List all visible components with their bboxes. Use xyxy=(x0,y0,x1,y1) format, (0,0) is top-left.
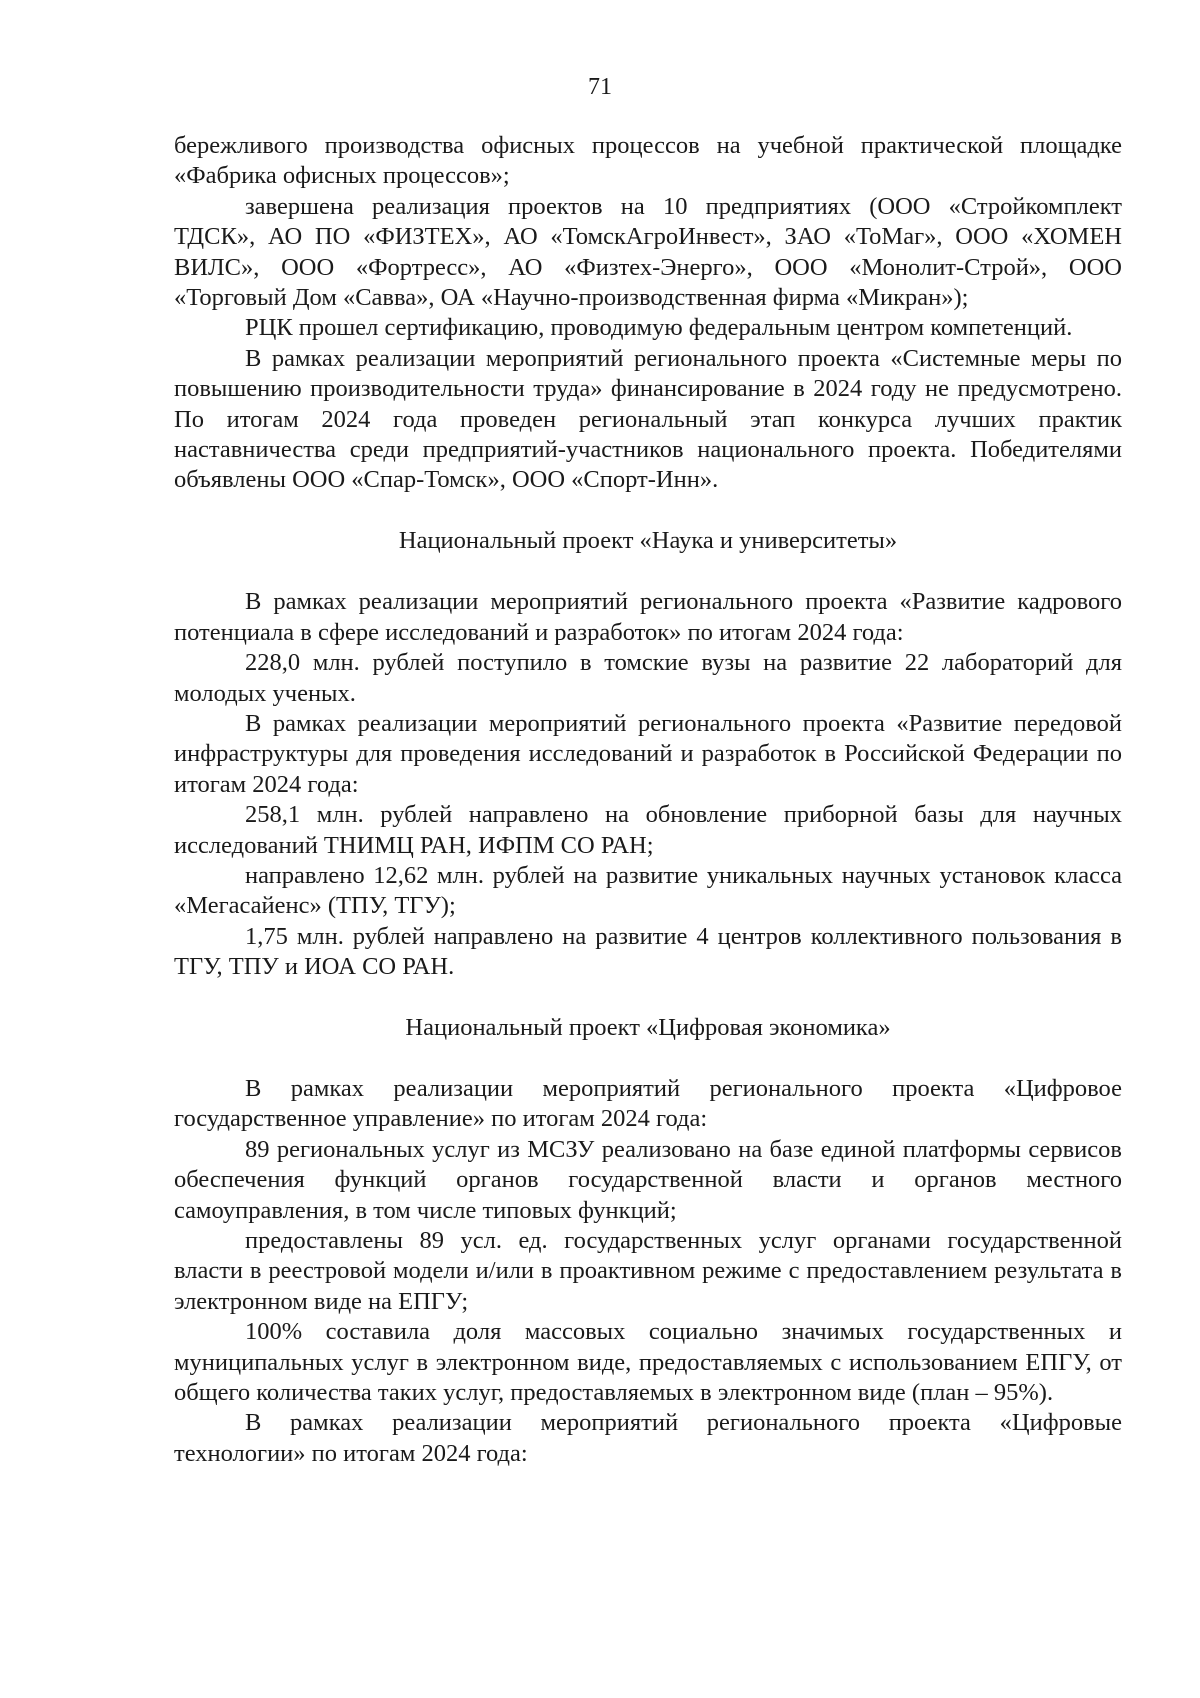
paragraph-completed-projects: завершена реализация проектов на 10 предприятиях (ООО «Стройкомплект ТДСК», АО ПО «ФИЗТЕХ», АО «ТомскАгроИнвест», ЗАО «ТоМаг», ООО «ХОМЕН ВИЛС», ООО «Фортресс», АО «Физтех-Энерго», ООО «Монолит-Строй», ООО «Торговый Дом «Савва», ОА «Научно-производственная фирма «Микран»); xyxy=(174,192,1122,312)
paragraph-regional-services: 89 региональных услуг из МСЗУ реализовано на базе единой платформы сервисов обеспечения функций органов государственной власти и органов местного самоуправления, в том числе типовых функций; xyxy=(174,1135,1122,1224)
paragraph-productivity-measures: В рамках реализации мероприятий регионального проекта «Системные меры по повышению производительности труда» финансирование в 2024 году не предусмотрено. По итогам 2024 года проведен региональный этап конкурса лучших практик наставничества среди предприятий-участников национального проекта. Победителями объявлены ООО «Спар-Томск», ООО «Спорт-Инн». xyxy=(174,344,1122,494)
paragraph-advanced-infrastructure: В рамках реализации мероприятий регионального проекта «Развитие передовой инфраструктуры для проведения исследований и разработок в Российской Федерации по итогам 2024 года: xyxy=(174,709,1122,798)
paragraph-digital-governance: В рамках реализации мероприятий регионального проекта «Цифровое государственное управление» по итогам 2024 года: xyxy=(174,1074,1122,1133)
paragraph-rck-certification: РЦК прошел сертификацию, проводимую федеральным центром компетенций. xyxy=(245,314,1073,342)
paragraph-state-services: предоставлены 89 усл. ед. государственных услуг органами государственной власти в реестровой модели и/или в проактивном режиме с предоставлением результата в электронном виде на ЕПГУ; xyxy=(174,1227,1122,1315)
page-number: 71 xyxy=(588,74,612,100)
section-heading-digital-economy: Национальный проект «Цифровая экономика» xyxy=(405,1013,891,1041)
paragraph-instrument-base: 258,1 млн. рублей направлено на обновление приборной базы для научных исследований ТНИМЦ РАН, ИФПМ СО РАН; xyxy=(174,801,1122,859)
paragraph-mass-services-share: 100% составила доля массовых социально значимых государственных и муниципальных услуг в электронном виде, предоставляемых с использованием ЕПГУ, от общего количества таких услуг, предоставляемых в электронном виде (план – 95%). xyxy=(174,1318,1122,1407)
paragraph-young-scientists-labs: 228,0 млн. рублей поступило в томские вузы на развитие 22 лабораторий для молодых ученых. xyxy=(174,649,1122,707)
paragraph-lean-production-end: бережливого производства офисных процессов на учебной практической площадке «Фабрика офисных процессов»; xyxy=(174,132,1122,190)
document-body xyxy=(174,131,1122,1469)
section-heading-science: Национальный проект «Наука и университеты» xyxy=(398,526,898,554)
paragraph-digital-technologies: В рамках реализации мероприятий регионального проекта «Цифровые технологии» по итогам 2024 года: xyxy=(174,1409,1122,1467)
paragraph-shared-use-centers: 1,75 млн. рублей направлено на развитие 4 центров коллективного пользования в ТГУ, ТПУ и ИОА СО РАН. xyxy=(174,922,1122,981)
paragraph-megascience: направлено 12,62 млн. рублей на развитие уникальных научных установок класса «Мегасайенс» (ТПУ, ТГУ); xyxy=(174,861,1122,920)
paragraph-personnel-potential: В рамках реализации мероприятий регионального проекта «Развитие кадрового потенциала в сфере исследований и разработок» по итогам 2024 года: xyxy=(174,588,1122,646)
